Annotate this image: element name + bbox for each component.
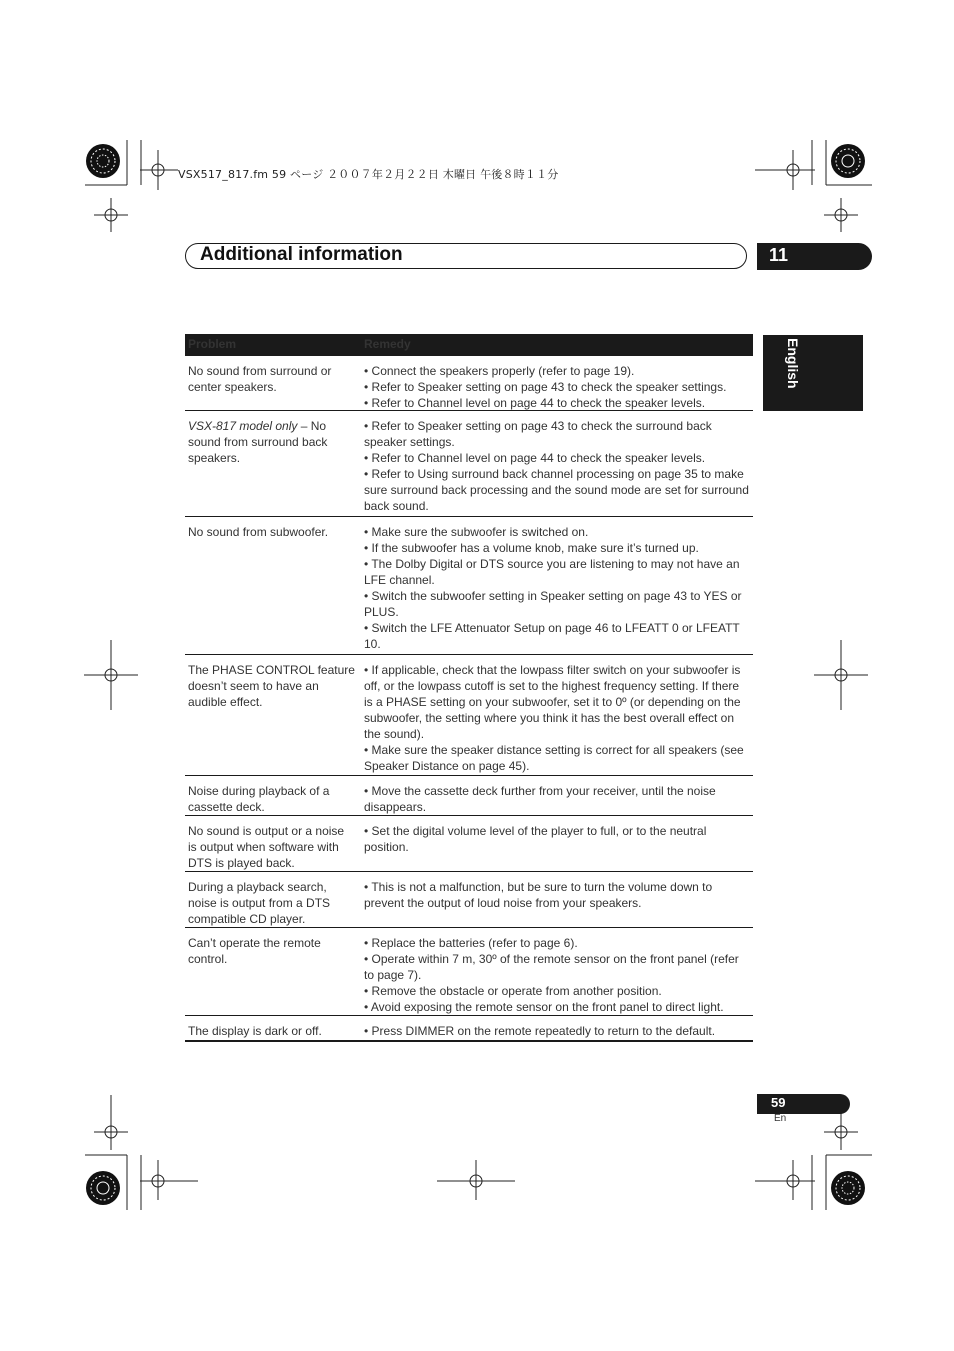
remedy-line: • Replace the batteries (refer to page 6). bbox=[364, 936, 578, 950]
remedy-line: • Make sure the subwoofer is switched on. bbox=[364, 525, 589, 539]
troubleshooting-table bbox=[185, 334, 753, 1042]
language-tab bbox=[763, 335, 863, 411]
problem-cell bbox=[185, 411, 362, 516]
table-row bbox=[185, 928, 753, 1016]
table-row bbox=[185, 776, 753, 816]
problem-model-note: VSX-817 model only bbox=[188, 419, 298, 433]
page-language: En bbox=[774, 1113, 787, 1124]
section-title: Additional information bbox=[200, 244, 403, 265]
remedy-cell bbox=[362, 872, 753, 927]
remedy-line: • Operate within 7 m, 30º of the remote sensor on the front panel (refer to page 7). bbox=[364, 952, 739, 982]
registration-target-tl bbox=[140, 150, 178, 190]
remedy-cell bbox=[362, 411, 753, 516]
table-row bbox=[185, 816, 753, 872]
remedy-line: • Connect the speakers properly (refer to page 19). bbox=[364, 364, 635, 378]
remedy-cell bbox=[362, 816, 753, 871]
table-row bbox=[185, 655, 753, 776]
table-row bbox=[185, 356, 753, 411]
problem-cell: The PHASE CONTROL feature doesn’t seem to have an audible effect. bbox=[188, 663, 355, 709]
language-tab-label: English bbox=[785, 338, 801, 389]
remedy-line: • Switch the subwoofer setting in Speaker setting on page 43 to YES or PLUS. bbox=[364, 589, 742, 619]
remedy-line: • If the subwoofer has a volume knob, make sure it’s turned up. bbox=[364, 541, 699, 555]
remedy-line: • Refer to Using surround back channel processing on page 35 to make sure surround back processing and the sound mode are set for surround back sound. bbox=[364, 467, 749, 513]
table-row bbox=[185, 872, 753, 928]
remedy-cell bbox=[362, 928, 753, 1015]
remedy-line: • Press DIMMER on the remote repeatedly to return to the default. bbox=[364, 1024, 716, 1038]
remedy-line: • Refer to Speaker setting on page 43 to check the speaker settings. bbox=[364, 380, 727, 394]
starburst-tr bbox=[831, 144, 865, 178]
problem-cell: During a playback search, noise is output from a DTS compatible CD player. bbox=[188, 880, 331, 926]
remedy-cell bbox=[362, 517, 753, 654]
remedy-cell bbox=[362, 655, 753, 775]
header-problem: Problem bbox=[188, 337, 237, 351]
problem-cell: No sound is output or a noise is output when software with DTS is played back. bbox=[188, 824, 345, 870]
starburst-br bbox=[831, 1171, 865, 1205]
problem-text: – No sound from surround back speakers. bbox=[188, 419, 328, 465]
remedy-line: • Remove the obstacle or operate from another position. bbox=[364, 984, 662, 998]
remedy-line: • Make sure the speaker distance setting is correct for all speakers (see Speaker Distance on page 45). bbox=[364, 743, 744, 773]
remedy-cell bbox=[362, 776, 753, 815]
remedy-line: • This is not a malfunction, but be sure to turn the volume down to prevent the output of loud noise from your speakers. bbox=[364, 880, 713, 910]
remedy-cell bbox=[362, 1016, 753, 1040]
file-header: VSX517_817.fm 59 ページ ２００７年２月２２日 木曜日 午後８時１１分 bbox=[178, 168, 559, 181]
problem-cell: Can’t operate the remote control. bbox=[188, 936, 321, 966]
header-remedy: Remedy bbox=[364, 337, 411, 351]
table-row bbox=[185, 1016, 753, 1042]
remedy-line: • Refer to Channel level on page 44 to check the speaker levels. bbox=[364, 451, 706, 465]
table-header bbox=[185, 334, 753, 356]
remedy-line: • Refer to Speaker setting on page 43 to check the surround back speaker settings. bbox=[364, 419, 712, 449]
chapter-number: 11 bbox=[769, 245, 789, 265]
table-row bbox=[185, 411, 753, 517]
problem-cell: The display is dark or off. bbox=[188, 1024, 322, 1038]
remedy-line: • Move the cassette deck further from your receiver, until the noise disappears. bbox=[364, 784, 716, 814]
remedy-line: • Avoid exposing the remote sensor on the front panel to direct light. bbox=[364, 1000, 724, 1014]
remedy-cell bbox=[362, 356, 753, 410]
problem-cell: No sound from surround or center speakers. bbox=[188, 364, 332, 394]
remedy-line: • Set the digital volume level of the player to full, or to the neutral position. bbox=[364, 824, 707, 854]
remedy-line: • Refer to Channel level on page 44 to check the speaker levels. bbox=[364, 396, 706, 410]
starburst-tl bbox=[86, 144, 120, 178]
problem-cell: Noise during playback of a cassette deck. bbox=[188, 784, 330, 814]
table-row bbox=[185, 517, 753, 655]
starburst-bl bbox=[86, 1171, 120, 1205]
remedy-line: • If applicable, check that the lowpass filter switch on your subwoofer is off, or the lowpass cutoff is set to the highest frequency setting. If there is a PHASE setting on your subwoofer, set it to 0º (or depending on the subwoofer, the setting where you think it has the best overall effect on the sound). bbox=[364, 663, 741, 741]
problem-cell: No sound from subwoofer. bbox=[188, 525, 329, 539]
page-number: 59 bbox=[771, 1095, 786, 1110]
remedy-line: • Switch the LFE Attenuator Setup on page 46 to LFEATT 0 or LFEATT 10. bbox=[364, 621, 740, 651]
remedy-line: • The Dolby Digital or DTS source you are listening to may not have an LFE channel. bbox=[364, 557, 740, 587]
